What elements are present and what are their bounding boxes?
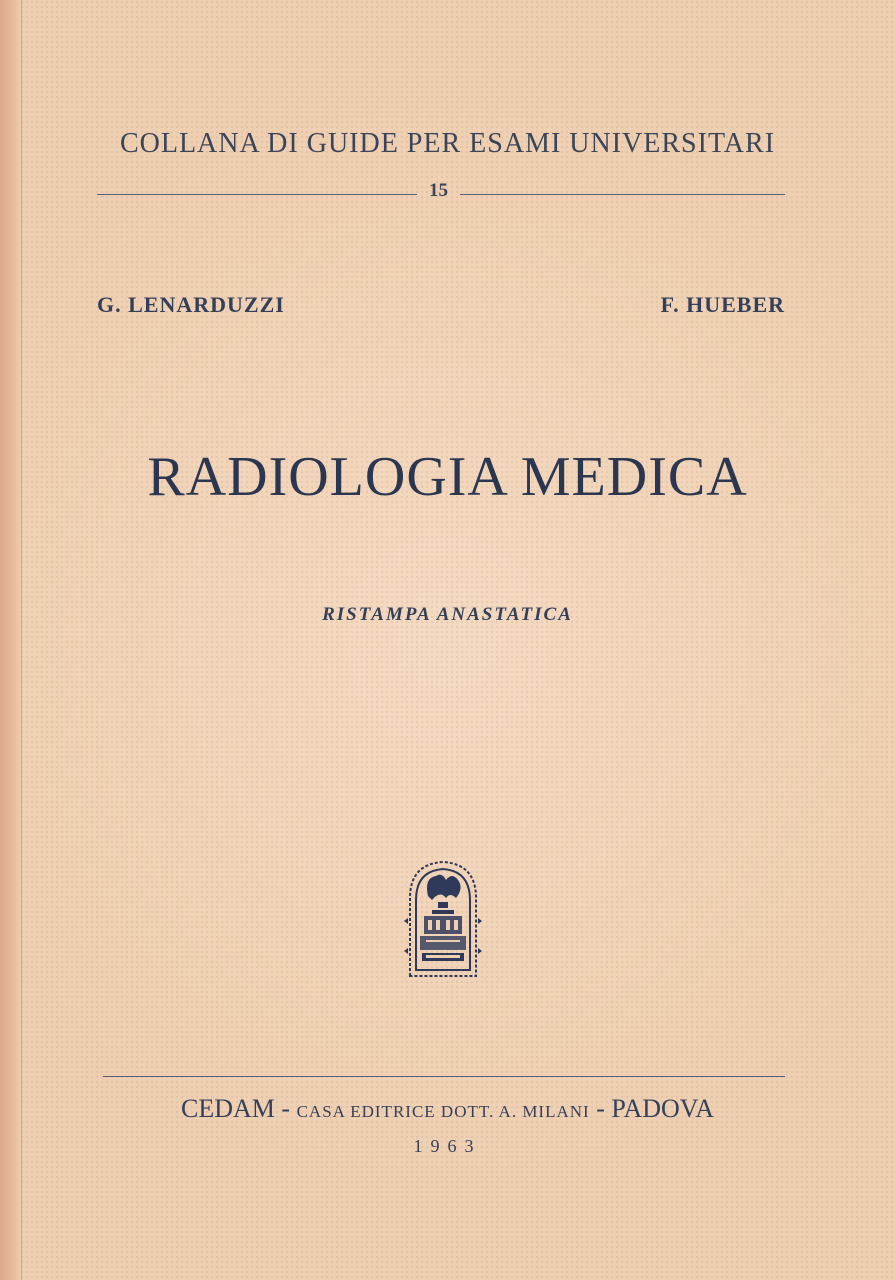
publisher-separator: - [274,1094,297,1123]
publisher-rule [103,1076,785,1077]
rule-right [460,194,785,195]
series-title: COLLANA DI GUIDE PER ESAMI UNIVERSITARI [119,128,776,159]
publication-year: 1963 [413,1136,482,1156]
publisher-name: CEDAM [181,1094,275,1123]
rule-left [97,194,417,195]
author-first: G. LENARDUZZI [97,292,285,317]
series-number-rule [97,180,785,208]
publisher-city: PADOVA [611,1094,714,1123]
publisher-house: CASA EDITRICE DOTT. A. MILANI [296,1102,590,1121]
spine-fold-line [21,0,22,1280]
series-number: 15 [429,180,448,201]
publisher-emblem-icon [402,858,484,980]
author-second: F. HUEBER [660,292,785,317]
publisher-line [0,1094,895,1124]
book-title: RADIOLOGIA MEDICA [147,446,748,508]
book-subtitle: RISTAMPA ANASTATICA [322,604,573,625]
publisher-separator: - [589,1094,612,1123]
spine-edge [0,0,22,1280]
